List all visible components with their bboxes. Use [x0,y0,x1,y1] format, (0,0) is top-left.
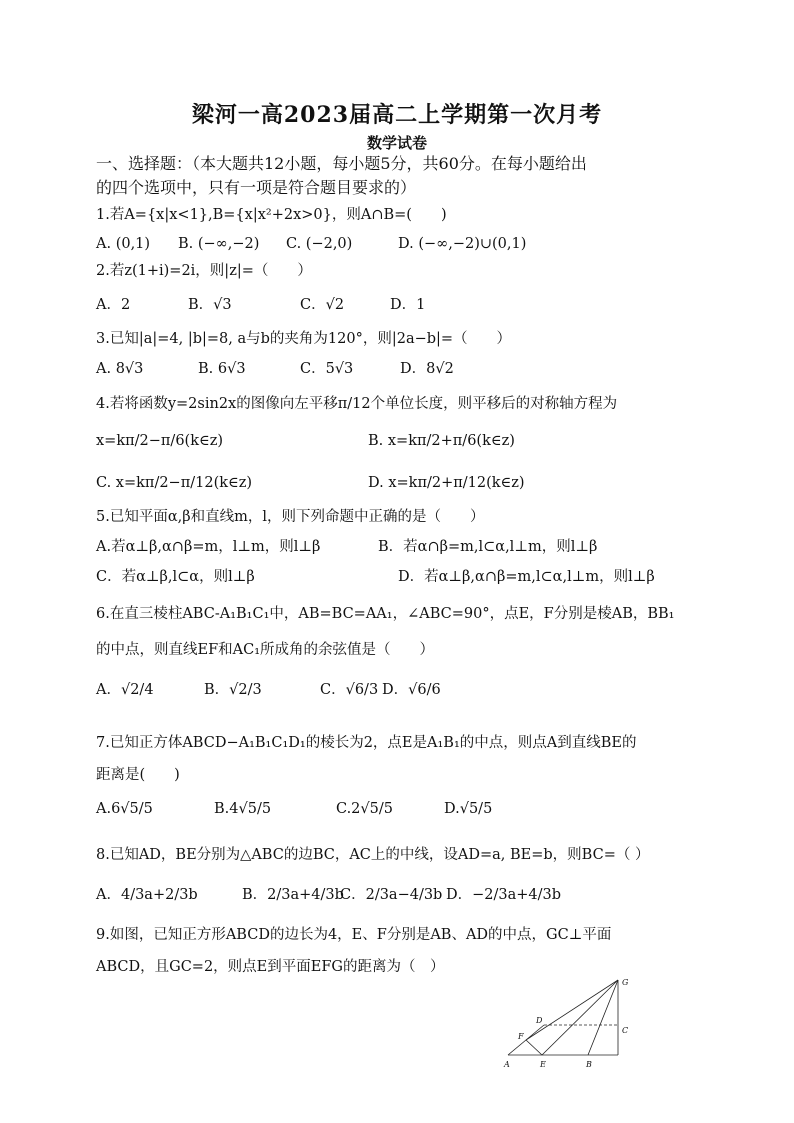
question-9-stem: 9.如图，已知正方形ABCD的边长为4，E、F分别是AB、AD的中点，GC⊥平面 [96,927,612,943]
q1-option-b: B. (−∞,−2) [178,236,260,252]
label-c: C [622,1026,629,1035]
q8-option-c: C．2/3a−4/3b [340,887,443,903]
q7-option-a: A.6√5/5 [96,801,153,817]
q8-option-d: D．−2/3a+4/3b [446,887,562,903]
question-4-stem: 4.若将函数y=2sin2x的图像向左平移π/12个单位长度，则平移后的对称轴方程为 [96,396,618,412]
q7-option-b: B.4√5/5 [214,801,272,817]
q6-option-b: B．√2/3 [204,682,262,698]
q4-option-a: x=kπ/2−π/6(k∈z) [96,433,224,449]
edge-bg [588,980,618,1055]
q2-option-c: C．√2 [300,297,345,313]
q1-option-c: C. (−2,0) [286,236,353,252]
question-9-figure [500,975,640,1075]
question-7-stem-cont: 距离是( ) [96,767,180,783]
edge-fg [526,980,618,1040]
edge-eg [542,980,618,1055]
q3-option-b: B. 6√3 [198,361,246,377]
q3-option-d: D．8√2 [400,361,454,377]
label-d: D [536,1016,543,1025]
q2-option-a: A．2 [96,297,131,313]
q4-option-b: B. x=kπ/2+π/6(k∈z) [368,433,515,449]
q1-option-d: D. (−∞,−2)∪(0,1) [398,236,527,252]
question-5-stem: 5.已知平面α,β和直线m，l，则下列命题中正确的是（ ） [96,509,485,525]
question-8-stem: 8.已知AD，BE分别为△ABC的边BC，AC上的中线，设AD=a, BE=b，则BC=（ ） [96,847,650,863]
q4-option-c: C. x=kπ/2−π/12(k∈z) [96,475,253,491]
q7-option-d: D.√5/5 [444,801,493,817]
q3-option-a: A. 8√3 [96,361,144,377]
q5-option-a: A.若α⊥β,α∩β=m，l⊥m，则l⊥β [96,539,321,555]
q4-option-d: D. x=kπ/2+π/12(k∈z) [368,475,525,491]
label-b: B [586,1060,592,1069]
q6-option-a: A．√2/4 [96,682,154,698]
q8-option-b: B．2/3a+4/3b [242,887,344,903]
question-7-stem: 7.已知正方体ABCD−A₁B₁C₁D₁的棱长为2，点E是A₁B₁的中点，则点A到直线BE的 [96,735,637,751]
section-heading-cont: 的四个选项中，只有一项是符合题目要求的） [96,178,417,197]
q8-option-a: A．4/3a+2/3b [96,887,198,903]
q3-option-c: C．5√3 [300,361,354,377]
label-f: F [518,1032,524,1041]
question-1-stem: 1.若A={x|x<1},B={x|x²+2x>0}，则A∩B=( ) [96,207,447,223]
label-a: A [504,1060,510,1069]
q5-option-b: B．若α∩β=m,l⊂α,l⊥m，则l⊥β [378,539,598,555]
section-heading: 一、选择题：（本大题共12小题，每小题5分，共60分。在每小题给出 [96,154,587,173]
q5-option-c: C．若α⊥β,l⊂α，则l⊥β [96,569,255,585]
question-6-stem: 6.在直三棱柱ABC-A₁B₁C₁中，AB=BC=AA₁，∠ABC=90°，点E，F分别是棱AB，BB₁ [96,606,675,622]
q5-option-d: D．若α⊥β,α∩β=m,l⊂α,l⊥m，则l⊥β [398,569,655,585]
q2-option-b: B．√3 [188,297,232,313]
question-2-stem: 2.若z(1+i)=2i，则|z|=（ ） [96,263,312,279]
question-6-stem-cont: 的中点，则直线EF和AC₁所成角的余弦值是（ ） [96,642,435,658]
q1-option-a: A. (0,1) [96,236,151,252]
edge-fe [526,1040,542,1055]
q7-option-c: C.2√5/5 [336,801,393,817]
exam-subtitle: 数学试卷 [366,134,427,152]
question-3-stem: 3.已知|a|=4, |b|=8, a与b的夹角为120°，则|2a−b|=（ ） [96,331,512,347]
q6-option-d: D．√6/6 [382,682,441,698]
q2-option-d: D．1 [390,297,426,313]
question-9-stem-cont: ABCD，且GC=2，则点E到平面EFG的距离为（ ） [96,959,445,975]
label-g: G [622,978,629,987]
label-e: E [540,1060,546,1069]
q6-option-c: C．√6/3 [320,682,379,698]
exam-title: 梁河一高2023届高二上学期第一次月考 [191,102,603,128]
